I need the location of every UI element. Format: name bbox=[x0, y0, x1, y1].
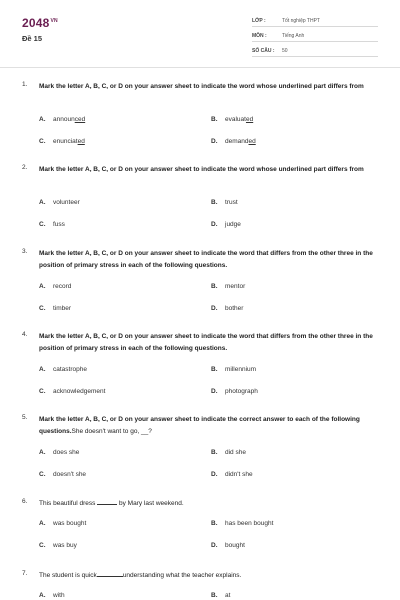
option-text: millennium bbox=[225, 366, 257, 373]
option-a[interactable] bbox=[39, 116, 85, 123]
meta-row-class bbox=[252, 14, 378, 27]
option-d[interactable] bbox=[211, 542, 245, 549]
option-letter: D. bbox=[211, 542, 218, 549]
option-c[interactable] bbox=[39, 221, 65, 228]
option-d[interactable] bbox=[211, 221, 241, 228]
question-number: 5. bbox=[22, 414, 28, 421]
question-instruction: Mark the letter A, B, C, or D on your answer sheet to indicate the word that differs from the other three in the position of primary stress in each of the following questions. bbox=[39, 333, 373, 352]
option-underlined: ed bbox=[245, 116, 254, 123]
option-letter: D. bbox=[211, 305, 218, 312]
option-letter: A. bbox=[39, 116, 46, 123]
option-letter: A. bbox=[39, 592, 46, 599]
option-c[interactable] bbox=[39, 305, 71, 312]
option-a[interactable] bbox=[39, 449, 79, 456]
option-text: enunciat bbox=[53, 138, 78, 145]
option-letter: B. bbox=[211, 199, 218, 206]
option-text: record bbox=[53, 283, 72, 290]
question-number: 2. bbox=[22, 164, 28, 171]
meta-value: Tiếng Anh bbox=[282, 33, 305, 39]
option-a[interactable] bbox=[39, 283, 71, 290]
option-letter: A. bbox=[39, 199, 46, 206]
meta-key: MÔN : bbox=[252, 33, 267, 39]
option-text: catastrophe bbox=[53, 366, 87, 373]
option-letter: B. bbox=[211, 366, 218, 373]
option-b[interactable] bbox=[211, 449, 246, 456]
option-letter: D. bbox=[211, 138, 218, 145]
option-b[interactable] bbox=[211, 592, 230, 599]
question-text bbox=[39, 81, 379, 93]
option-text: timber bbox=[53, 305, 72, 312]
option-text: photograph bbox=[225, 388, 258, 395]
question-number: 1. bbox=[22, 81, 28, 88]
question-text bbox=[39, 414, 379, 438]
question-text bbox=[39, 164, 379, 176]
option-text: with bbox=[53, 592, 65, 599]
option-a[interactable] bbox=[39, 366, 87, 373]
question-number: 6. bbox=[22, 498, 28, 505]
meta-key: LỚP : bbox=[252, 18, 266, 24]
option-d[interactable] bbox=[211, 471, 253, 478]
option-letter: A. bbox=[39, 520, 46, 527]
header-divider bbox=[0, 67, 400, 68]
option-letter: B. bbox=[211, 520, 218, 527]
option-letter: B. bbox=[211, 449, 218, 456]
question-text bbox=[39, 248, 379, 272]
question-number: 7. bbox=[22, 570, 28, 577]
option-b[interactable] bbox=[211, 199, 238, 206]
option-text: mentor bbox=[225, 283, 246, 290]
meta-value: 50 bbox=[282, 48, 288, 54]
option-d[interactable] bbox=[211, 305, 243, 312]
exam-meta bbox=[252, 14, 378, 59]
option-text: demand bbox=[225, 138, 249, 145]
meta-value: Tốt nghiệp THPT bbox=[282, 18, 320, 24]
option-letter: A. bbox=[39, 449, 46, 456]
option-letter: B. bbox=[211, 592, 218, 599]
option-underlined: ed bbox=[77, 138, 85, 145]
exam-code: Đề 15 bbox=[22, 34, 43, 43]
option-text: bought bbox=[225, 542, 245, 549]
question-stem-end: by Mary last weekend. bbox=[119, 500, 184, 507]
option-letter: A. bbox=[39, 366, 46, 373]
question-text bbox=[39, 570, 379, 582]
question-stem-end: understanding what the teacher explains. bbox=[122, 572, 242, 579]
option-letter: B. bbox=[211, 283, 218, 290]
option-text: bother bbox=[225, 305, 244, 312]
question-instruction: Mark the letter A, B, C, or D on your answer sheet to indicate the word whose underlined part differs from bbox=[39, 166, 364, 173]
answer-blank bbox=[97, 499, 117, 505]
option-text: did she bbox=[225, 449, 246, 456]
question-number: 3. bbox=[22, 248, 28, 255]
option-letter: A. bbox=[39, 283, 46, 290]
question-text bbox=[39, 498, 379, 510]
option-text: judge bbox=[225, 221, 241, 228]
option-text: doesn't she bbox=[53, 471, 87, 478]
option-text: fuss bbox=[53, 221, 65, 228]
option-letter: B. bbox=[211, 116, 218, 123]
option-underlined: ed bbox=[248, 138, 256, 145]
question-instruction: Mark the letter A, B, C, or D on your answer sheet to indicate the word whose underlined part differs from bbox=[39, 83, 364, 90]
option-c[interactable] bbox=[39, 542, 77, 549]
option-text: didn't she bbox=[225, 471, 253, 478]
meta-row-subject bbox=[252, 29, 378, 42]
option-text: was bought bbox=[53, 520, 87, 527]
option-text: was buy bbox=[53, 542, 77, 549]
option-text: does she bbox=[53, 449, 80, 456]
option-c[interactable] bbox=[39, 471, 86, 478]
option-c[interactable] bbox=[39, 388, 105, 395]
site-logo[interactable] bbox=[22, 16, 58, 30]
option-text: has been bought bbox=[225, 520, 274, 527]
option-b[interactable] bbox=[211, 520, 273, 527]
option-a[interactable] bbox=[39, 592, 65, 599]
question-stem: She doesn't want to go, __? bbox=[71, 428, 152, 435]
question-stem-start: This beautiful dress bbox=[39, 500, 96, 507]
option-text: at bbox=[225, 592, 231, 599]
option-b[interactable] bbox=[211, 366, 256, 373]
option-d[interactable] bbox=[211, 138, 256, 145]
option-b[interactable] bbox=[211, 116, 253, 123]
option-text: announ bbox=[53, 116, 75, 123]
question-stem-start: The student is quick bbox=[39, 572, 97, 579]
option-letter: C. bbox=[39, 471, 46, 478]
meta-row-count bbox=[252, 44, 378, 57]
option-text: acknowledgement bbox=[53, 388, 106, 395]
option-text: evaluat bbox=[225, 116, 246, 123]
answer-blank bbox=[97, 571, 123, 577]
option-text: volunteer bbox=[53, 199, 80, 206]
option-letter: C. bbox=[39, 305, 46, 312]
option-letter: C. bbox=[39, 138, 46, 145]
option-letter: D. bbox=[211, 221, 218, 228]
option-a[interactable] bbox=[39, 199, 80, 206]
question-number: 4. bbox=[22, 331, 28, 338]
option-letter: C. bbox=[39, 221, 46, 228]
option-a[interactable] bbox=[39, 520, 86, 527]
logo-text: 2048 bbox=[22, 16, 50, 30]
question-instruction: Mark the letter A, B, C, or D on your answer sheet to indicate the word that differs from the other three in the position of primary stress in each of the following questions. bbox=[39, 250, 373, 269]
option-d[interactable] bbox=[211, 388, 258, 395]
option-letter: C. bbox=[39, 388, 46, 395]
logo-suffix: VN bbox=[50, 18, 58, 24]
option-letter: D. bbox=[211, 471, 218, 478]
option-b[interactable] bbox=[211, 283, 245, 290]
option-letter: D. bbox=[211, 388, 218, 395]
meta-key: SỐ CÂU : bbox=[252, 48, 275, 54]
option-underlined: ced bbox=[74, 116, 86, 123]
question-text bbox=[39, 331, 379, 355]
option-letter: C. bbox=[39, 542, 46, 549]
option-text: trust bbox=[225, 199, 238, 206]
option-c[interactable] bbox=[39, 138, 85, 145]
question-instruction: Mark the letter A, B, C, or D on your answer sheet to indicate the correct answer to each of the following questions. bbox=[39, 416, 360, 435]
